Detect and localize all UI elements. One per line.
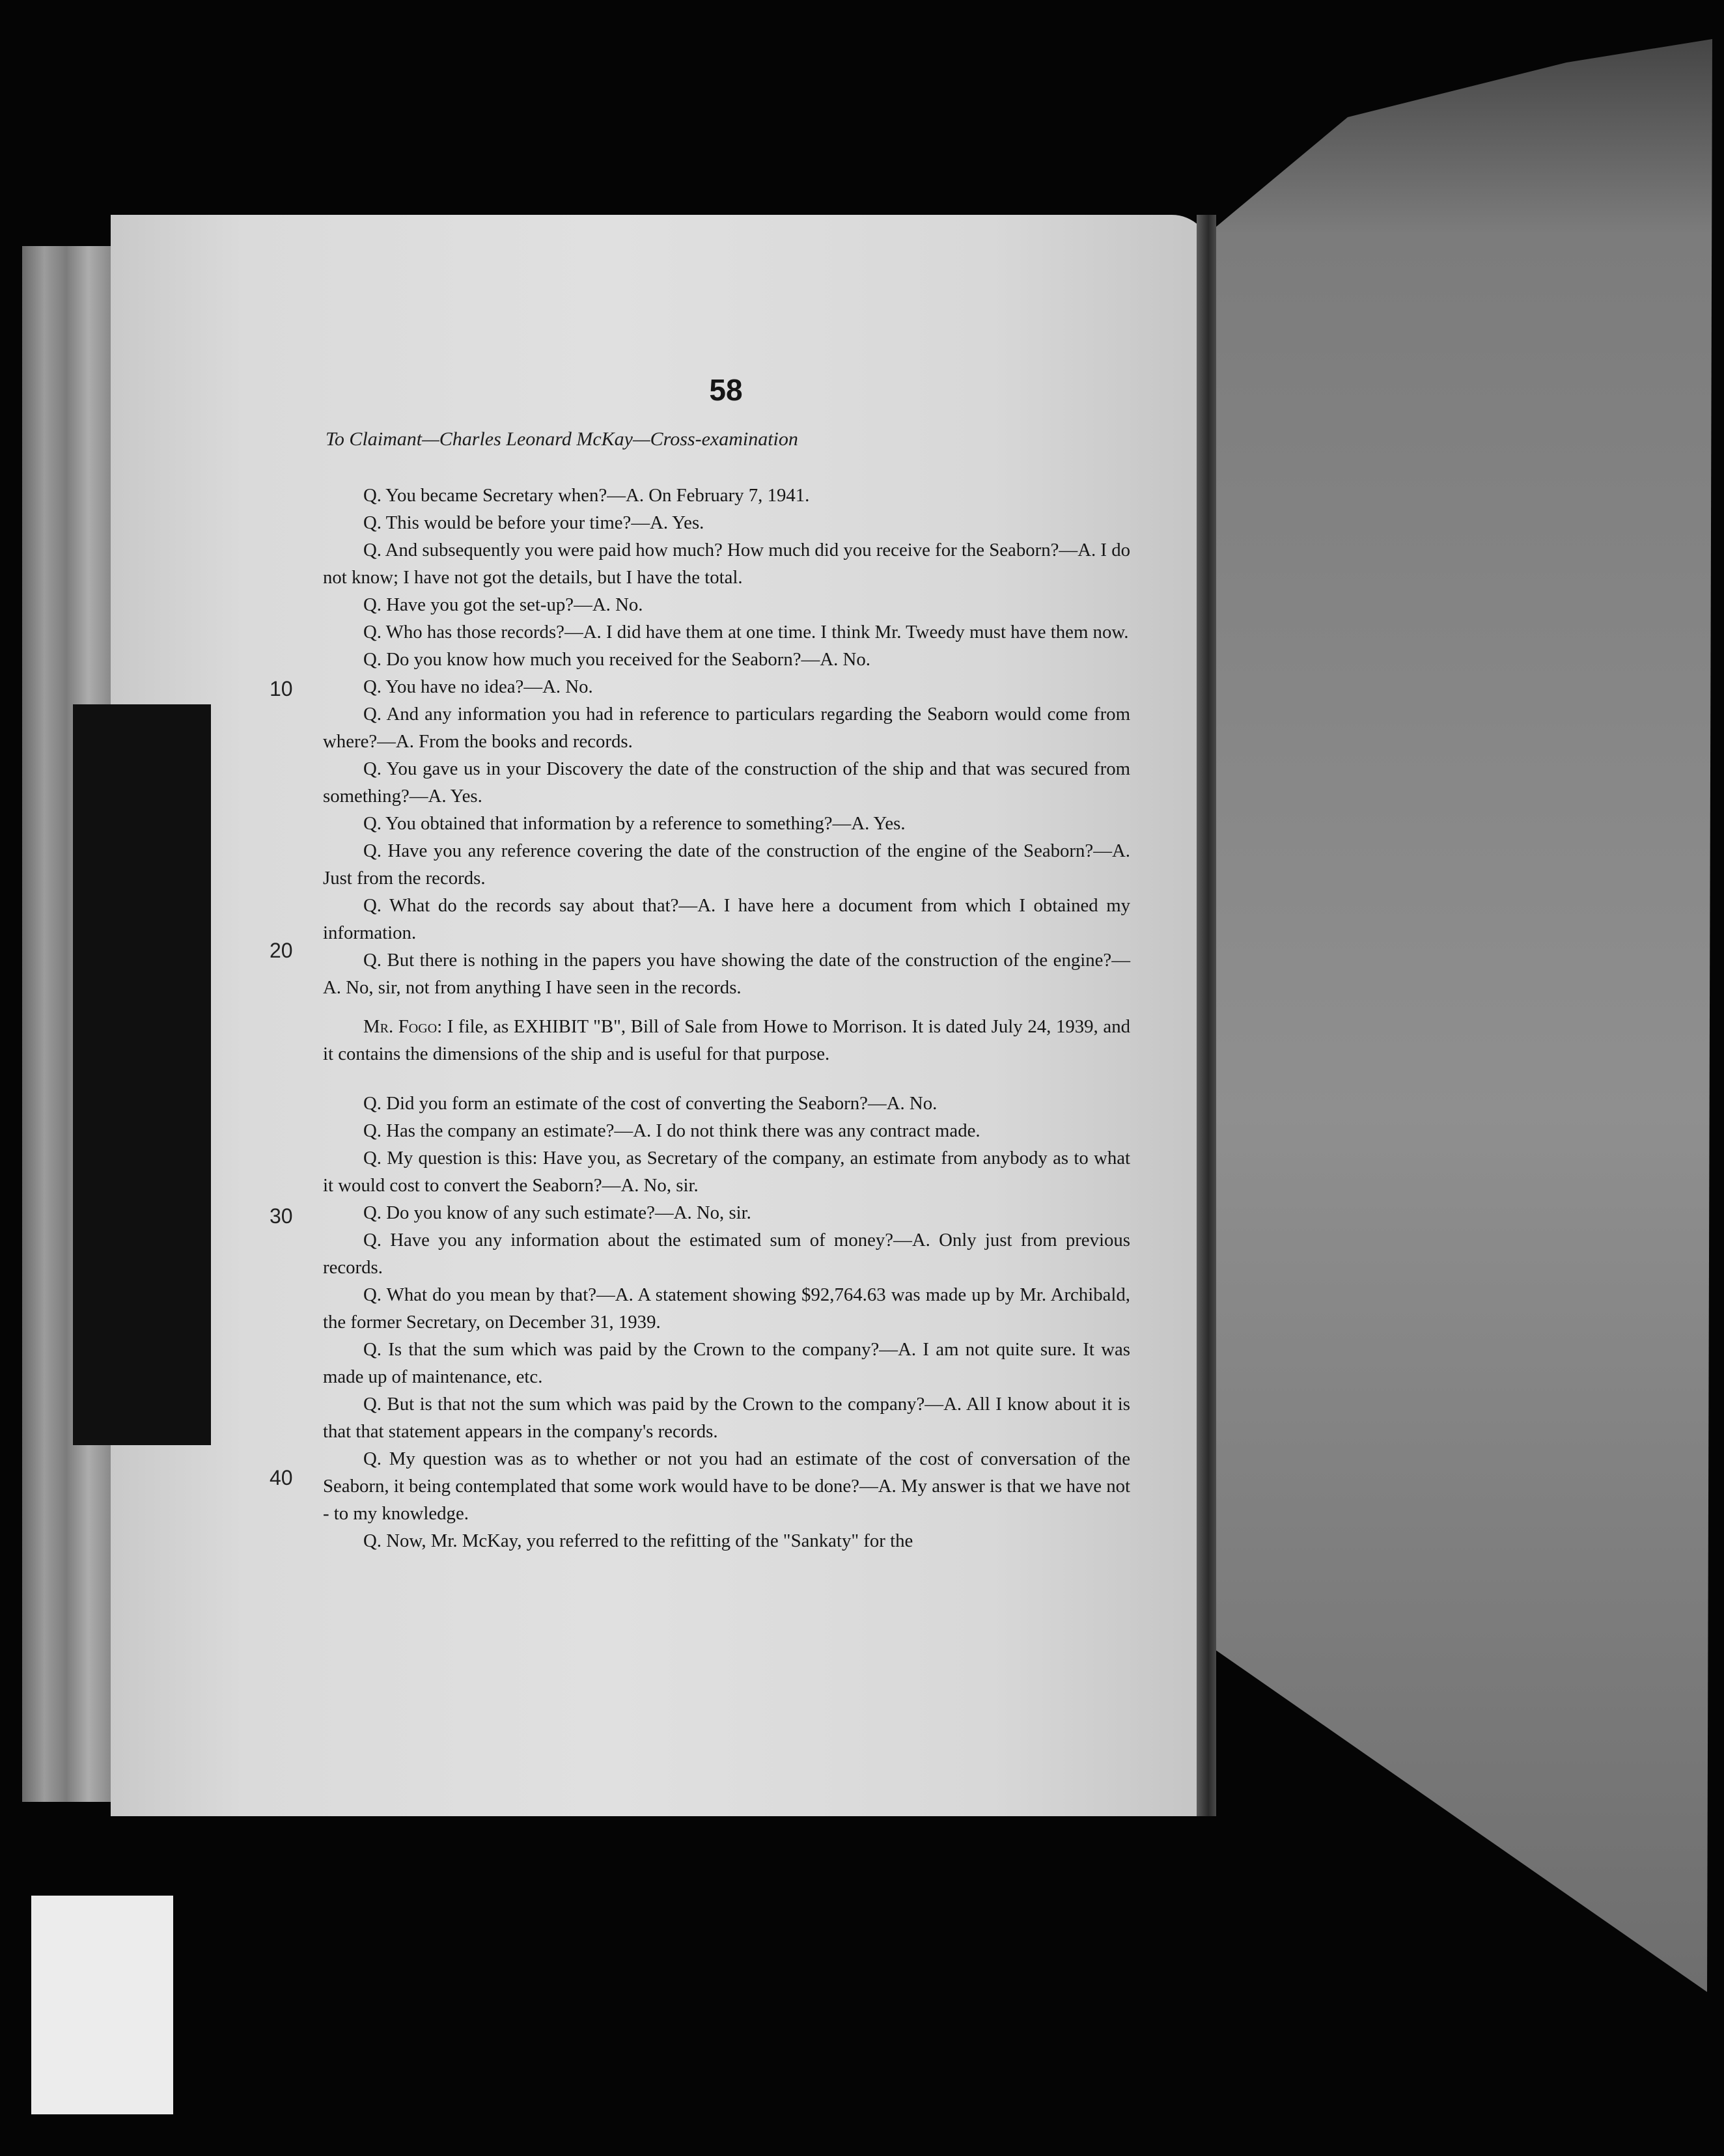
transcript-paragraph: Q. Have you any reference covering the date of the construction of the engine of the Seaborn?—A. Just from the records. <box>323 840 1130 889</box>
transcript-paragraph: Q. But there is nothing in the papers you have showing the date of the construction of the engine?—A. No, sir, not from anything I have seen in the records. <box>323 950 1130 998</box>
transcript-paragraph: Q. Do you know how much you received for the Seaborn?—A. No. <box>363 649 870 670</box>
exhibit-text: I file, as EXHIBIT "B", Bill of Sale from Howe to Morrison. It is dated July 24, 1939, and it contains the dimensions of the ship and is useful for that purpose. <box>323 1016 1130 1064</box>
line-number-40: 40 <box>270 1466 293 1489</box>
transcript-paragraph: Q. Has the company an estimate?—A. I do not think there was any contract made. <box>363 1120 980 1141</box>
paper-stub <box>31 1896 173 2114</box>
transcript-paragraph: Q. You obtained that information by a reference to something?—A. Yes. <box>363 813 906 834</box>
transcript-paragraph: Q. What do you mean by that?—A. A statement showing $92,764.63 was made up by Mr. Archibald, the former Secretary, on December 31, 1939. <box>323 1284 1130 1333</box>
exhibit-speaker: Mr. Fogo: <box>363 1016 443 1037</box>
transcript-paragraph: Q. But is that not the sum which was paid by the Crown to the company?—A. All I know about it is that that statement appears in the company's records. <box>323 1394 1130 1442</box>
transcript-paragraph: Q. Now, Mr. McKay, you referred to the refitting of the "Sankaty" for the <box>363 1530 913 1551</box>
transcript-paragraph: Q. Have you any information about the estimated sum of money?—A. Only just from previous records. <box>323 1230 1130 1278</box>
transcript-paragraph: Q. This would be before your time?—A. Yes. <box>363 512 704 533</box>
exhibit-statement <box>323 1013 1130 1068</box>
transcript-paragraph: Q. Do you know of any such estimate?—A. No, sir. <box>363 1202 751 1223</box>
transcript-paragraph: Q. You have no idea?—A. No. <box>363 676 593 697</box>
page-number: 58 <box>709 373 743 407</box>
transcript-paragraph: Q. Have you got the set-up?—A. No. <box>363 594 643 615</box>
right-page <box>1191 39 1712 1992</box>
transcript-paragraph: Q. And any information you had in reference to particulars regarding the Seaborn would come from where?—A. From the books and records. <box>323 704 1130 752</box>
transcript-paragraph: Q. What do the records say about that?—A. I have here a document from which I obtained my information. <box>323 895 1130 943</box>
book-spine <box>1197 215 1216 1816</box>
running-head: To Claimant—Charles Leonard McKay—Cross-examination <box>326 428 798 450</box>
transcript-paragraph: Q. My question was as to whether or not you had an estimate of the cost of conversation of the Seaborn, it being contemplated that some work would have to be done?—A. My answer is that we have not - to my knowledge. <box>323 1448 1130 1524</box>
transcript-paragraph: Q. Is that the sum which was paid by the Crown to the company?—A. I am not quite sure. It was made up of maintenance, etc. <box>323 1339 1130 1387</box>
transcript-paragraph: Q. You gave us in your Discovery the date of the construction of the ship and that was secured from something?—A. Yes. <box>323 758 1130 807</box>
transcript-paragraph: Q. You became Secretary when?—A. On February 7, 1941. <box>363 485 810 506</box>
transcript-body <box>323 482 1130 1555</box>
index-tab-strip <box>73 704 211 1445</box>
line-number-20: 20 <box>270 939 293 962</box>
transcript-paragraph: Q. My question is this: Have you, as Secretary of the company, an estimate from anybody as to what it would cost to convert the Seaborn?—A. No, sir. <box>323 1148 1130 1196</box>
line-number-10: 10 <box>270 677 293 700</box>
transcript-paragraph: Q. And subsequently you were paid how much? How much did you receive for the Seaborn?—A. I do not know; I have not got the details, but I have the total. <box>323 540 1130 588</box>
transcript-paragraph: Q. Did you form an estimate of the cost of converting the Seaborn?—A. No. <box>363 1093 938 1114</box>
transcript-paragraph: Q. Who has those records?—A. I did have them at one time. I think Mr. Tweedy must have them now. <box>363 622 1129 643</box>
line-number-30: 30 <box>270 1204 293 1228</box>
